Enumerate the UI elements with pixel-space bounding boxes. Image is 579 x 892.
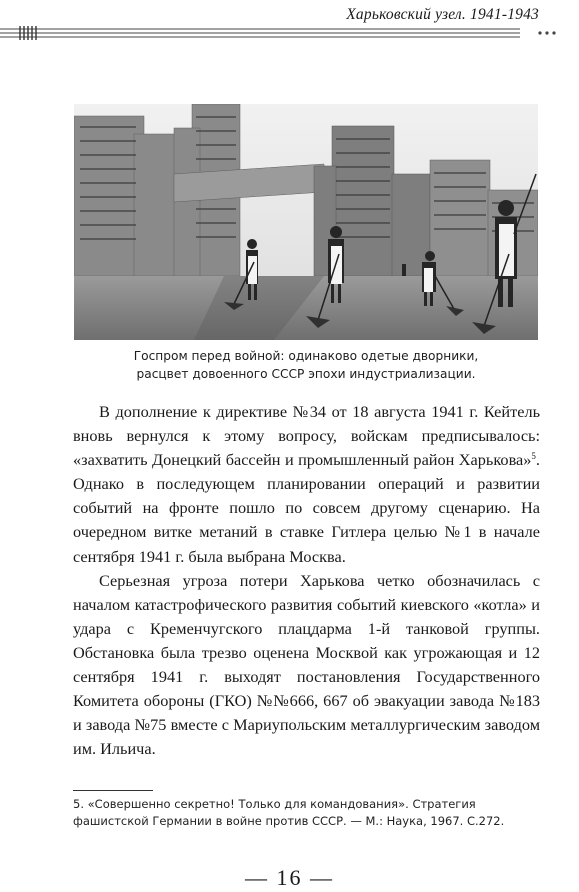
footnote: 5. «Совершенно секретно! Только для командования». Стратегия фашистской Германии в войне против СССР. — М.: Наука, 1967. С.272.: [73, 797, 505, 828]
paragraph-1-text-a: В дополнение к директиве №34 от 18 августа 1941 г. Кейтель вновь вернулся к этому вопросу, войскам предписывалось: «захватить Донецкий бассейн и промышленный район Харькова»: [73, 402, 540, 470]
paragraph-1: [73, 400, 540, 569]
caption-line-2: расцвет довоенного СССР эпохи индустриализации.: [136, 367, 476, 381]
footnote-rule: [73, 790, 153, 791]
caption-line-1: Госпром перед войной: одинаково одетые дворники,: [133, 349, 479, 363]
body-text: [73, 400, 540, 761]
running-header-title: Харьковский узел. 1941-1943: [346, 6, 539, 23]
paragraph-1-text-b: . Однако в последующем планировании операций и развитии событий на фронте пошло по совсем другому сценарию. На очередном витке метаний в ставке Гитлера целью №1 в начале сентября 1941 г. была выбрана Москва.: [73, 450, 540, 566]
page-number: — 16 —: [245, 865, 334, 890]
paragraph-2: Серьезная угроза потери Харькова четко обозначилась с началом катастрофического развития событий киевского «котла» и удара с Кременчугского плацдарма 1-й танковой группы. Обстановка была трезво оценена Москвой как угрожающая и 12 сентября 1941 г. выходят постановления Государственного Комитета обороны (ГКО) №№666, 667 об эвакуации завода №183 и завода №75 вместе с Мариупольским металлургическим заводом им. Ильича.: [73, 570, 540, 759]
gosprom-photo: [74, 104, 538, 340]
footnote-reference: 5: [531, 451, 536, 462]
header-rule-ornament: [0, 26, 579, 42]
photo-caption: [70, 347, 542, 383]
